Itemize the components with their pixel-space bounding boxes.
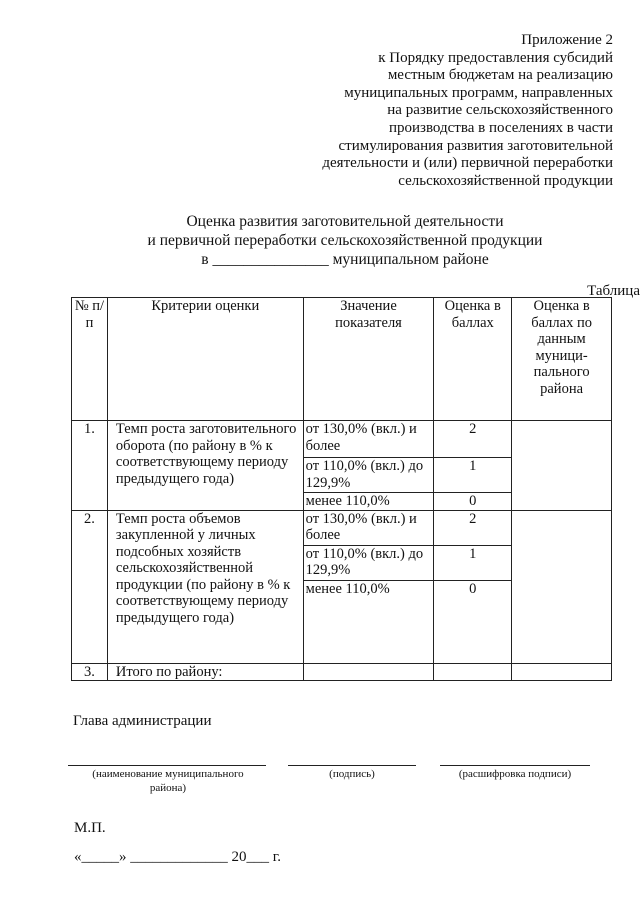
level-score: 0 bbox=[434, 580, 512, 663]
level-score: 1 bbox=[434, 458, 512, 493]
row-num: 2. bbox=[72, 510, 108, 663]
appendix-line: производства в поселениях в части bbox=[388, 119, 613, 136]
title-line-3: в _______________ муниципальном районе bbox=[201, 251, 489, 268]
level-value: менее 110,0% bbox=[303, 580, 434, 663]
appendix-line: деятельности и (или) первичной переработки bbox=[322, 155, 613, 172]
caption-signature: (подпись) bbox=[329, 768, 375, 780]
appendix-line: к Порядку предоставления субсидий bbox=[378, 49, 613, 66]
document-title bbox=[0, 212, 640, 269]
caption-decode: (расшифровка подписи) bbox=[458, 768, 572, 780]
level-score: 2 bbox=[434, 421, 512, 458]
district-score-cell[interactable] bbox=[512, 421, 612, 511]
level-value: от 110,0% (вкл.) до 129,9% bbox=[303, 458, 434, 493]
header-score: Оценка в баллах bbox=[434, 298, 512, 421]
table-header-row bbox=[72, 298, 612, 421]
appendix-line: местным бюджетам на реализацию bbox=[387, 67, 613, 84]
level-score: 0 bbox=[434, 493, 512, 511]
appendix-line: муниципальных программ, направленных bbox=[344, 84, 613, 101]
evaluation-table bbox=[71, 297, 612, 681]
total-district-cell[interactable] bbox=[512, 663, 612, 681]
title-line-2: и первичной переработки сельскохозяйственной продукции bbox=[147, 232, 543, 249]
row-criterion: Темп роста заготовительного оборота (по району в % к соответствующему периоду предыдущего года) bbox=[107, 421, 303, 511]
row-criterion: Темп роста объемов закупленной у личных подсобных хозяйств сельскохозяйственной продукции (по району в % к соответствующему периоду предыдущего года) bbox=[107, 510, 303, 663]
table-total-row bbox=[72, 663, 612, 681]
total-score-cell[interactable] bbox=[434, 663, 512, 681]
signature-title: Глава администрации bbox=[73, 713, 212, 729]
appendix-line: стимулирования развития заготовительной bbox=[338, 137, 613, 154]
row-num: 1. bbox=[72, 421, 108, 511]
table-row bbox=[72, 510, 612, 545]
level-value: менее 110,0% bbox=[303, 493, 434, 511]
caption-district-name: (наименование муниципального района) bbox=[92, 768, 244, 794]
signature-line bbox=[288, 765, 416, 766]
name-signature-line bbox=[68, 765, 266, 766]
header-num: № п/п bbox=[72, 298, 108, 421]
table-label: Таблица bbox=[587, 283, 640, 299]
level-score: 2 bbox=[434, 510, 512, 545]
level-value: от 130,0% (вкл.) и более bbox=[303, 510, 434, 545]
appendix-header bbox=[283, 32, 613, 190]
stamp-place: М.П. bbox=[74, 820, 106, 836]
appendix-line: сельскохозяйственной продукции bbox=[398, 172, 613, 189]
date-line: «_____» _____________ 20___ г. bbox=[74, 849, 281, 865]
header-value: Значение показателя bbox=[303, 298, 434, 421]
header-criteria: Критерии оценки bbox=[107, 298, 303, 421]
decode-signature-line bbox=[440, 765, 590, 766]
level-value: от 110,0% (вкл.) до 129,9% bbox=[303, 545, 434, 580]
level-value: от 130,0% (вкл.) и более bbox=[303, 421, 434, 458]
title-line-1: Оценка развития заготовительной деятельности bbox=[186, 213, 504, 230]
total-label: Итого по району: bbox=[107, 663, 303, 681]
appendix-line: на развитие сельскохозяйственного bbox=[387, 102, 613, 119]
total-num: 3. bbox=[72, 663, 108, 681]
district-score-cell[interactable] bbox=[512, 510, 612, 663]
appendix-line: Приложение 2 bbox=[521, 32, 613, 48]
header-district-score: Оценка в баллах по данным муници-пального района bbox=[512, 298, 612, 421]
table-row bbox=[72, 421, 612, 458]
level-score: 1 bbox=[434, 545, 512, 580]
total-value-cell[interactable] bbox=[303, 663, 434, 681]
